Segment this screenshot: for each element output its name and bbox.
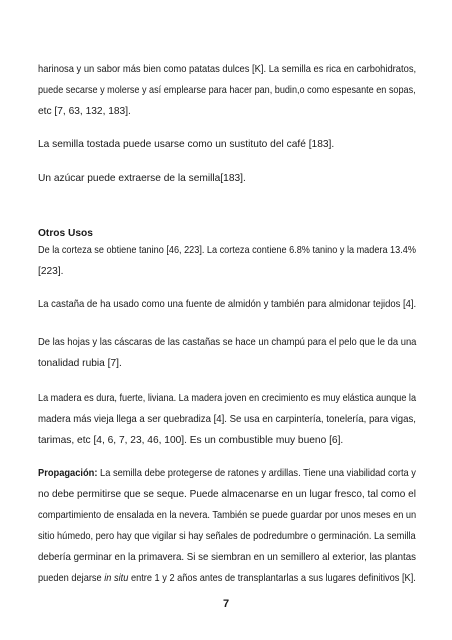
paragraph-text: La semilla debe protegerse de ratones y ardillas. Tiene una viabilidad corta y: [97, 468, 416, 479]
section-heading-otros-usos: Otros Usos: [38, 228, 93, 239]
paragraph-line: De la corteza se obtiene tanino [46, 223]. La corteza contiene 6.8% tanino y la madera 13.4%: [38, 245, 416, 256]
paragraph-line: Un azúcar puede extraerse de la semilla[183].: [38, 173, 246, 184]
paragraph-text: entre 1 y 2 años antes de transplantarlas a sus lugares definitivos [K].: [128, 573, 416, 584]
paragraph-line: no debe permitirse que se seque. Puede almacenarse en un lugar fresco, tal como el: [38, 489, 416, 500]
paragraph-text: pueden dejarse: [38, 573, 105, 584]
paragraph-line: sitio húmedo, pero hay que vigilar si hay señales de podredumbre o germinación. La semilla: [38, 531, 416, 542]
italic-term: in situ: [104, 573, 129, 584]
paragraph-line: [223].: [38, 266, 64, 277]
paragraph-line: [38, 467, 416, 481]
paragraph-line: etc [7, 63, 132, 183].: [38, 106, 131, 117]
paragraph-line: tonalidad rubia [7].: [38, 358, 122, 369]
paragraph-line: puede secarse y molerse y así emplearse para hacer pan, budin,o como espesante en sopas,: [38, 85, 416, 96]
paragraph-line: De las hojas y las cáscaras de las castañas se hace un champú para el pelo que le da una: [38, 337, 417, 348]
page-number: 7: [222, 598, 230, 610]
paragraph-line: madera más vieja llega a ser quebradiza [4]. Se usa en carpintería, tonelería, para vigas,: [38, 414, 416, 425]
paragraph-line: [38, 572, 416, 586]
paragraph-line: harinosa y un sabor más bien como patatas dulces [K]. La semilla es rica en carbohidratos,: [38, 64, 417, 75]
paragraph-line: debería germinar en la primavera. Si se siembran en un semillero al exterior, las plantas: [38, 552, 416, 563]
paragraph-line: La semilla tostada puede usarse como un sustituto del café [183].: [38, 139, 335, 150]
paragraph-line: La madera es dura, fuerte, liviana. La madera joven en crecimiento es muy elástica aunque la: [38, 393, 417, 404]
propagacion-label: Propagación:: [38, 468, 98, 479]
paragraph-line: tarimas, etc [4, 6, 7, 23, 46, 100]. Es un combustible muy bueno [6].: [38, 435, 344, 446]
paragraph-line: compartimiento de ensalada en la nevera. También se puede guardar por unos meses en un: [38, 510, 417, 521]
paragraph-line: La castaña de ha usado como una fuente de almidón y también para almidonar tejidos [4].: [38, 299, 417, 310]
